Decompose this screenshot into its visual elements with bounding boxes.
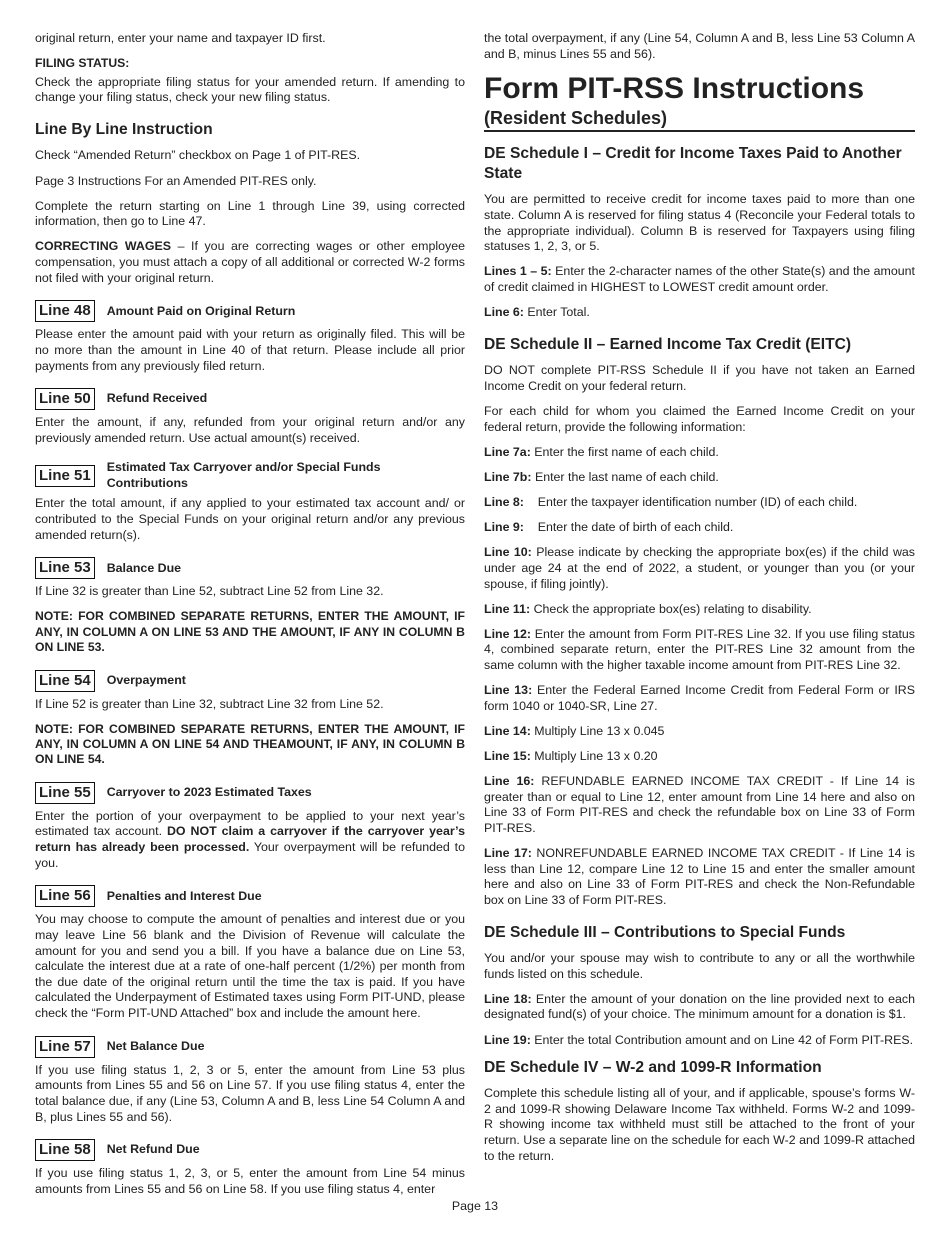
paragraph: the total overpayment, if any (Line 54, Column A and B, less Line 53 Column A and B, minus Lines 55 and 56). [484,31,915,61]
line-55-text: Enter the portion of your overpayment to be applied to your next year’s estimated tax account. DO NOT claim a carryover if the carryover year’s return has already been processed. Your overpayment will be refunded to you. [35,808,465,870]
line-number-box: Line 54 [35,670,95,692]
line-50-text: Enter the amount, if any, refunded from your original return and/or any previously amended return. Use actual amount(s) received. [35,415,465,445]
line-number-box: Line 57 [35,1036,95,1058]
line-51-text: Enter the total amount, if any applied to your estimated tax account and/ or contributed to the Special Funds on your original return and/or any previous amended return(s). [35,496,465,542]
line-48-header [35,300,465,322]
line-title: Net Refund Due [106,1142,200,1157]
schedule-2-item: Line 11: Check the appropriate box(es) relating to disability. [484,601,812,616]
schedule-1-item: Line 6: Enter Total. [484,305,590,320]
page-number: Page 13 [451,1199,499,1213]
line-title: Carryover to 2023 Estimated Taxes [106,785,312,800]
paragraph: Page 3 Instructions For an Amended PIT-RES only. [35,173,317,188]
line-56-text: You may choose to compute the amount of penalties and interest due or you may leave Line 56 blank and the Division of Revenue will calculate the amount for you and send you a bill. If you have a balance due on Line 53, calculate the interest due at a rate of one-half percent (1/2%) per month from the due date of the original return until the time the tax is paid. If you have calculated the Underpayment of Estimated taxes using Form PIT-UND, please check the “Form PIT-UND Attached” box and include the amount here. [35,912,465,1021]
line-54-text: If Line 52 is greater than Line 32, subtract Line 32 from Line 52. [35,696,384,711]
line-number-box: Line 58 [35,1139,95,1161]
schedule-3-item: Line 19: Enter the total Contribution amount and on Line 42 of Form PIT-RES. [484,1032,914,1047]
line-51-header [35,460,465,491]
line-54-note: NOTE: FOR COMBINED SEPARATE RETURNS, ENTER THE AMOUNT, IF ANY, IN COLUMN A ON LINE 54 AND THEAMOUNT, IF ANY, IN COLUMN B ON LINE 54. [35,721,465,767]
schedule-2-item: Line 7b: Enter the last name of each child. [484,469,719,484]
schedule-2-item: Line 14: Multiply Line 13 x 0.045 [484,723,665,738]
line-number-box: Line 55 [35,782,95,804]
line-number-box: Line 53 [35,557,95,579]
line-58-header [35,1139,465,1161]
correcting-wages-paragraph: CORRECTING WAGES – If you are correcting wages or other employee compensation, you must attach a copy of all additional or corrected W-2 forms not filed with your original return. [35,239,465,285]
filing-status-text: Check the appropriate filing status for your amended return. If amending to change your filing status, check your new filing status. [35,74,465,105]
line-57-text: If you use filing status 1, 2, 3 or 5, enter the amount from Line 53 plus amounts from Lines 55 and 56 on Line 57. If you use filing status 4, enter the total balance due, if any (Line 53, Column A and B, less Line 54 Column A and B, plus Lines 55 and 56). [35,1062,465,1124]
paragraph: Complete this schedule listing all of your, and if applicable, spouse’s forms W-2 and 1099-R showing Delaware Income Tax withheld. Forms W-2 and 1099-R showing income tax withheld must still be attached to the front of your return. Use a separate line on the schedule for each W-2 and 1099-R attached to the return. [484,1086,915,1163]
schedule-2-item: Line 16: REFUNDABLE EARNED INCOME TAX CREDIT - If Line 14 is greater than or equal to Line 12, enter amount from Line 14 here and also on Line 33 of Form PIT-RES and check the refundable box on Line 33 of Form PIT-RES. [484,774,915,835]
schedule-4-heading: DE Schedule IV – W-2 and 1099-R Information [484,1058,822,1076]
left-column [35,31,465,1207]
line-title: Balance Due [106,560,182,575]
schedule-2-item: Line 15: Multiply Line 13 x 0.20 [484,749,658,763]
line-number-box: Line 50 [35,388,95,410]
line-title: Overpayment [106,672,186,687]
line-48-text: Please enter the amount paid with your return as originally filed. This will be no more than the amount in Line 40 of that return. Please include all prior payments from any previously filed return. [35,327,465,373]
paragraph: Check “Amended Return” checkbox on Page 1 of PIT-RES. [35,148,361,163]
schedule-2-item: Line 12: Enter the amount from Form PIT-RES Line 32. If you use filing status 4, combined separate return, enter the PIT-RES Line 32 amount from the same column with the higher taxable income amount from PIT-RES Line 32. [484,626,915,672]
line-title: Amount Paid on Original Return [106,303,296,318]
schedule-1-heading: DE Schedule I – Credit for Income Taxes Paid to Another State [484,145,902,182]
paragraph: For each child for whom you claimed the Earned Income Credit on your federal return, provide the following information: [484,404,915,434]
schedule-2-heading: DE Schedule II – Earned Income Tax Credit (EITC) [484,335,852,353]
line-53-note: NOTE: FOR COMBINED SEPARATE RETURNS, ENTER THE AMOUNT, IF ANY, IN COLUMN A ON LINE 53 AND THE AMOUNT, IF ANY IN COLUMN B ON LINE 53. [35,609,465,655]
schedule-2-item: Line 9: Enter the date of birth of each child. [484,520,734,535]
schedule-2-item: Line 17: NONREFUNDABLE EARNED INCOME TAX CREDIT - If Line 14 is less than Line 12, compare Line 12 to Line 15 and enter the smaller amount here and also on Line 33 of Form PIT-RES and check the Non-Refundable box on Line 33 of Form PIT-RES. [484,846,915,907]
line-title: Penalties and Interest Due [106,888,262,903]
right-column [484,31,915,1174]
line-50-header [35,388,465,410]
schedule-2-item: Line 10: Please indicate by checking the appropriate box(es) if the child was under age 24 at the end of 2022, a student, or younger than you (or your spouse, if filing jointly). [484,545,915,591]
line-54-header [35,670,465,692]
line-55-header [35,782,465,804]
filing-status-label: FILING STATUS: [35,56,130,71]
page-title: Form PIT-RSS Instructions [484,71,865,105]
schedule-1-intro: You are permitted to receive credit for income taxes paid to more than one state. Column A is reserved for filing status 4 (Reconcile your Federal totals to the appropriate individual). Column B is reserved for Taxpayers using filing statuses 1, 2, 3, or 5. [484,192,915,254]
line-53-header [35,557,465,579]
paragraph: Complete the return starting on Line 1 through Line 39, using corrected information, then go to Line 47. [35,198,465,229]
page-subtitle: (Resident Schedules) [484,107,915,133]
paragraph: You and/or your spouse may wish to contribute to any or all the worthwhile funds listed on this schedule. [484,951,915,981]
line-56-header [35,885,465,907]
line-number-box: Line 51 [35,465,95,487]
paragraph: original return, enter your name and taxpayer ID first. [35,31,326,45]
line-by-line-heading: Line By Line Instruction [35,121,213,138]
line-58-text: If you use filing status 1, 2, 3, or 5, enter the amount from Line 54 minus amounts from Lines 55 and 56 on Line 58. If you use filing status 4, enter [35,1166,465,1196]
schedule-3-item: Line 18: Enter the amount of your donation on the line provided next to each designated fund(s) of your choice. The minimum amount for a donation is $1. [484,991,915,1022]
schedule-2-item: Line 13: Enter the Federal Earned Income Credit from Federal Form or IRS form 1040 or 1040-SR, Line 27. [484,683,916,713]
line-number-box: Line 56 [35,885,95,907]
line-title: Refund Received [106,391,208,406]
line-title: Estimated Tax Carryover and/or Special Funds Contributions [106,460,381,490]
schedule-2-item: Line 7a: Enter the first name of each child. [484,444,719,459]
schedule-3-heading: DE Schedule III – Contributions to Special Funds [484,923,846,941]
line-53-text: If Line 32 is greater than Line 52, subtract Line 52 from Line 32. [35,584,384,599]
schedule-2-item: Line 8: Enter the taxpayer identification number (ID) of each child. [484,495,858,509]
line-57-header [35,1036,465,1058]
line-title: Net Balance Due [106,1038,205,1053]
line-number-box: Line 48 [35,300,95,322]
schedule-1-item: Lines 1 – 5: Enter the 2-character names of the other State(s) and the amount of credit claimed in HIGHEST to LOWEST credit amount order. [484,264,915,295]
paragraph: DO NOT complete PIT-RSS Schedule II if you have not taken an Earned Income Credit on your federal return. [484,363,915,393]
